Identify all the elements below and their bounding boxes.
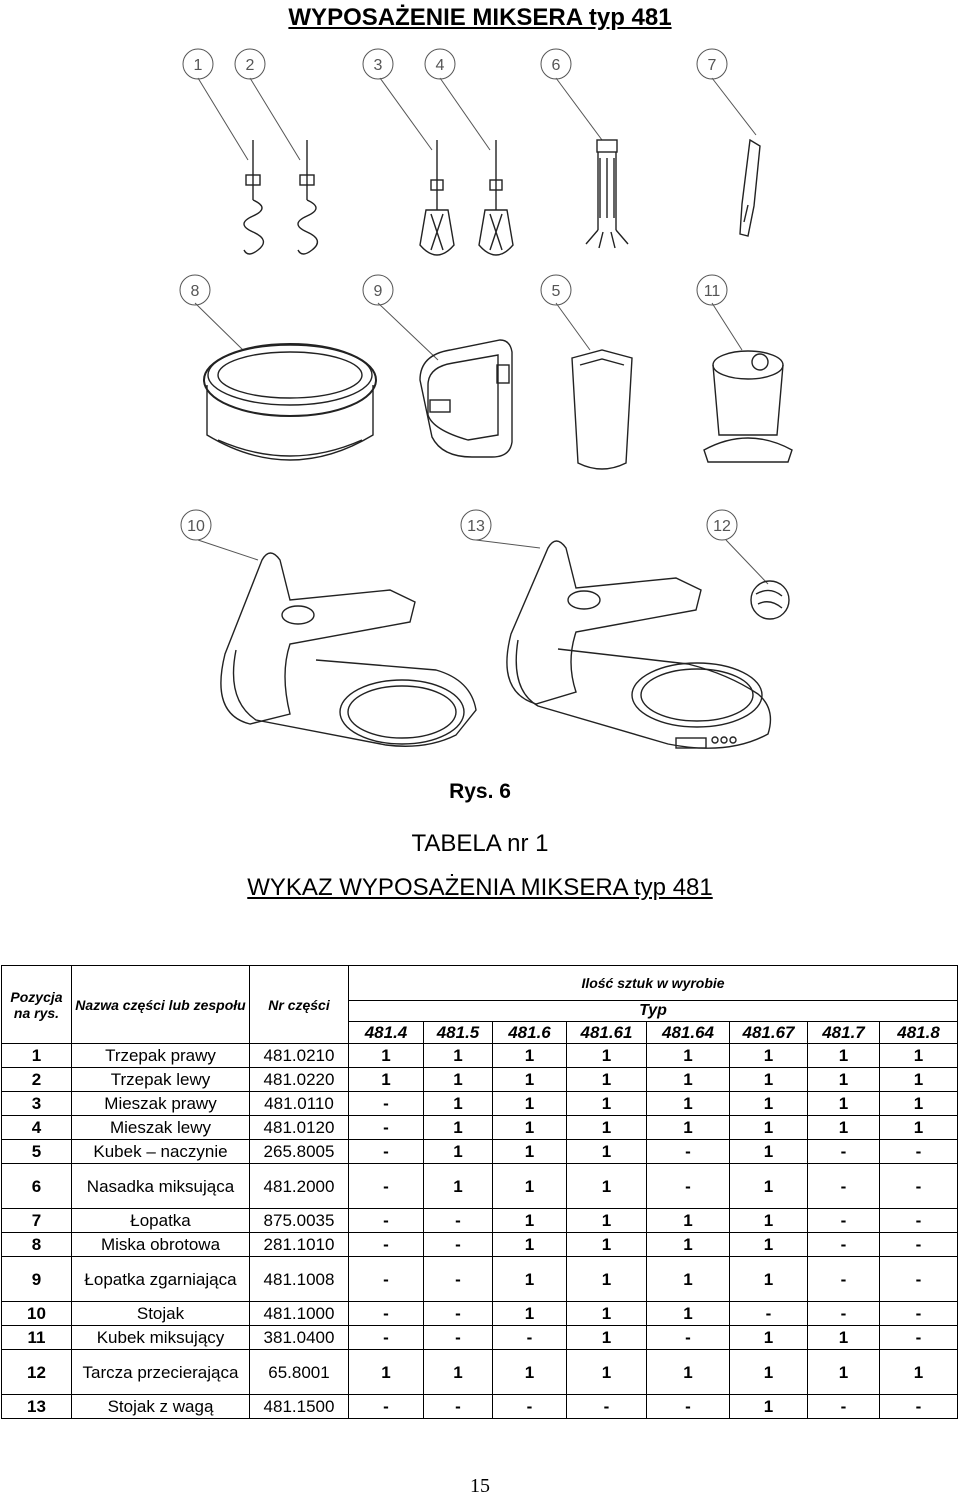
quantity-cell: 1 bbox=[567, 1140, 647, 1164]
quantity-cell: 1 bbox=[493, 1092, 567, 1116]
callout-label: 4 bbox=[435, 57, 445, 74]
dough-hook-right-icon bbox=[244, 140, 263, 254]
quantity-cell: 1 bbox=[424, 1350, 493, 1395]
table-row bbox=[2, 1350, 958, 1395]
table-row bbox=[2, 1302, 958, 1326]
quantity-cell: 1 bbox=[349, 1044, 424, 1068]
name-cell: Mieszak lewy bbox=[72, 1116, 250, 1140]
quantity-cell: - bbox=[647, 1326, 730, 1350]
quantity-cell: - bbox=[493, 1326, 567, 1350]
part-number-cell: 481.1000 bbox=[250, 1302, 349, 1326]
table-row bbox=[2, 1092, 958, 1116]
quantity-cell: 1 bbox=[424, 1116, 493, 1140]
beater-left-icon bbox=[479, 140, 513, 255]
quantity-cell: 1 bbox=[730, 1395, 808, 1419]
table-title: TABELA nr 1 bbox=[411, 830, 549, 857]
position-cell: 13 bbox=[2, 1395, 72, 1419]
table-subtitle: WYKAZ WYPOSAŻENIA MIKSERA typ 481 bbox=[247, 874, 713, 901]
name-cell: Kubek miksujący bbox=[72, 1326, 250, 1350]
position-cell: 8 bbox=[2, 1233, 72, 1257]
quantity-cell: 1 bbox=[880, 1044, 958, 1068]
quantity-cell: 1 bbox=[730, 1209, 808, 1233]
quantity-cell: 1 bbox=[493, 1350, 567, 1395]
quantity-cell: - bbox=[349, 1302, 424, 1326]
quantity-cell: - bbox=[349, 1116, 424, 1140]
quantity-cell: 1 bbox=[730, 1092, 808, 1116]
page-title: WYPOSAŻENIE MIKSERA typ 481 bbox=[288, 4, 672, 31]
quantity-cell: - bbox=[424, 1209, 493, 1233]
callout-label: 1 bbox=[193, 57, 203, 74]
blender-attachment-icon bbox=[586, 140, 628, 248]
quantity-cell: - bbox=[349, 1092, 424, 1116]
stand-icon bbox=[221, 553, 476, 746]
quantity-cell: 1 bbox=[647, 1257, 730, 1302]
position-cell: 11 bbox=[2, 1326, 72, 1350]
grating-disc-icon bbox=[751, 581, 789, 619]
quantity-cell: 1 bbox=[493, 1116, 567, 1140]
table-row bbox=[2, 1257, 958, 1302]
name-cell: Łopatka bbox=[72, 1209, 250, 1233]
header-type: Typ bbox=[349, 1001, 958, 1022]
quantity-cell: 1 bbox=[424, 1140, 493, 1164]
figure-caption: Rys. 6 bbox=[449, 780, 511, 803]
beater-right-icon bbox=[420, 140, 454, 255]
table-row bbox=[2, 1395, 958, 1419]
quantity-cell: 1 bbox=[647, 1044, 730, 1068]
quantity-cell: 1 bbox=[730, 1233, 808, 1257]
part-number-cell: 481.0210 bbox=[250, 1044, 349, 1068]
callout-label: 2 bbox=[245, 57, 255, 74]
quantity-cell: 1 bbox=[808, 1044, 880, 1068]
quantity-cell: - bbox=[880, 1257, 958, 1302]
quantity-cell: 1 bbox=[808, 1068, 880, 1092]
callout-group bbox=[180, 49, 737, 540]
quantity-cell: 1 bbox=[730, 1068, 808, 1092]
table-row bbox=[2, 1164, 958, 1209]
blender-jug-icon bbox=[704, 351, 792, 462]
quantity-cell: - bbox=[808, 1140, 880, 1164]
quantity-cell: 1 bbox=[730, 1116, 808, 1140]
position-cell: 3 bbox=[2, 1092, 72, 1116]
position-cell: 4 bbox=[2, 1116, 72, 1140]
quantity-cell: 1 bbox=[424, 1044, 493, 1068]
quantity-cell: - bbox=[567, 1395, 647, 1419]
quantity-cell: - bbox=[880, 1164, 958, 1209]
position-cell: 2 bbox=[2, 1068, 72, 1092]
quantity-cell: 1 bbox=[647, 1233, 730, 1257]
table-row bbox=[2, 1209, 958, 1233]
quantity-cell: - bbox=[349, 1164, 424, 1209]
quantity-cell: - bbox=[424, 1326, 493, 1350]
quantity-cell: - bbox=[880, 1326, 958, 1350]
quantity-cell: 1 bbox=[730, 1350, 808, 1395]
spatula-icon bbox=[740, 140, 760, 236]
quantity-cell: - bbox=[349, 1326, 424, 1350]
name-cell: Stojak bbox=[72, 1302, 250, 1326]
dough-hook-left-icon bbox=[298, 140, 317, 254]
quantity-cell: - bbox=[424, 1233, 493, 1257]
type-code-header: 481.4 bbox=[349, 1022, 424, 1044]
quantity-cell: 1 bbox=[880, 1092, 958, 1116]
quantity-cell: 1 bbox=[647, 1209, 730, 1233]
header-quantity: Ilość sztuk w wyrobie bbox=[349, 966, 958, 1001]
callout-label: 10 bbox=[187, 518, 205, 535]
cup-icon bbox=[572, 350, 632, 469]
quantity-cell: - bbox=[808, 1209, 880, 1233]
quantity-cell: - bbox=[808, 1302, 880, 1326]
callout-label: 3 bbox=[373, 57, 383, 74]
name-cell: Stojak z wagą bbox=[72, 1395, 250, 1419]
position-cell: 12 bbox=[2, 1350, 72, 1395]
quantity-cell: - bbox=[880, 1209, 958, 1233]
type-code-header: 481.7 bbox=[808, 1022, 880, 1044]
quantity-cell: 1 bbox=[567, 1116, 647, 1140]
position-cell: 1 bbox=[2, 1044, 72, 1068]
quantity-cell: - bbox=[349, 1209, 424, 1233]
quantity-cell: 1 bbox=[808, 1116, 880, 1140]
quantity-cell: 1 bbox=[424, 1164, 493, 1209]
quantity-cell: - bbox=[647, 1395, 730, 1419]
callout-label: 8 bbox=[190, 283, 200, 300]
position-cell: 10 bbox=[2, 1302, 72, 1326]
quantity-cell: 1 bbox=[567, 1350, 647, 1395]
quantity-cell: 1 bbox=[567, 1326, 647, 1350]
quantity-cell: 1 bbox=[567, 1209, 647, 1233]
quantity-cell: - bbox=[730, 1302, 808, 1326]
table-row bbox=[2, 1326, 958, 1350]
part-number-cell: 481.0110 bbox=[250, 1092, 349, 1116]
quantity-cell: - bbox=[880, 1395, 958, 1419]
quantity-cell: 1 bbox=[647, 1350, 730, 1395]
quantity-cell: 1 bbox=[730, 1326, 808, 1350]
callout-label: 12 bbox=[713, 518, 731, 535]
part-number-cell: 381.0400 bbox=[250, 1326, 349, 1350]
quantity-cell: 1 bbox=[730, 1257, 808, 1302]
callout-label: 9 bbox=[373, 283, 383, 300]
part-number-cell: 481.0120 bbox=[250, 1116, 349, 1140]
name-cell: Mieszak prawy bbox=[72, 1092, 250, 1116]
quantity-cell: 1 bbox=[880, 1350, 958, 1395]
quantity-cell: 1 bbox=[567, 1092, 647, 1116]
type-code-header: 481.5 bbox=[424, 1022, 493, 1044]
quantity-cell: - bbox=[647, 1140, 730, 1164]
quantity-cell: 1 bbox=[349, 1068, 424, 1092]
quantity-cell: 1 bbox=[493, 1140, 567, 1164]
quantity-cell: 1 bbox=[493, 1302, 567, 1326]
quantity-cell: 1 bbox=[493, 1068, 567, 1092]
quantity-cell: - bbox=[349, 1233, 424, 1257]
part-number-cell: 65.8001 bbox=[250, 1350, 349, 1395]
quantity-cell: - bbox=[493, 1395, 567, 1419]
quantity-cell: 1 bbox=[808, 1350, 880, 1395]
quantity-cell: 1 bbox=[647, 1302, 730, 1326]
type-code-header: 481.6 bbox=[493, 1022, 567, 1044]
quantity-cell: - bbox=[647, 1164, 730, 1209]
type-code-header: 481.61 bbox=[567, 1022, 647, 1044]
quantity-cell: 1 bbox=[493, 1044, 567, 1068]
callout-label: 5 bbox=[551, 283, 561, 300]
page-number: 15 bbox=[470, 1475, 490, 1497]
part-number-cell: 481.2000 bbox=[250, 1164, 349, 1209]
quantity-cell: 1 bbox=[424, 1068, 493, 1092]
position-cell: 7 bbox=[2, 1209, 72, 1233]
header-position: Pozycja na rys. bbox=[2, 966, 72, 1044]
quantity-cell: 1 bbox=[730, 1164, 808, 1209]
header-name: Nazwa części lub zespołu bbox=[72, 966, 250, 1044]
quantity-cell: 1 bbox=[567, 1302, 647, 1326]
table-row bbox=[2, 1068, 958, 1092]
leader-lines bbox=[195, 78, 768, 584]
name-cell: Nasadka miksująca bbox=[72, 1164, 250, 1209]
quantity-cell: 1 bbox=[567, 1257, 647, 1302]
quantity-cell: - bbox=[808, 1395, 880, 1419]
part-number-cell: 481.0220 bbox=[250, 1068, 349, 1092]
position-cell: 5 bbox=[2, 1140, 72, 1164]
name-cell: Łopatka zgarniająca bbox=[72, 1257, 250, 1302]
equipment-table bbox=[1, 965, 958, 1419]
part-number-cell: 875.0035 bbox=[250, 1209, 349, 1233]
quantity-cell: - bbox=[880, 1140, 958, 1164]
position-cell: 6 bbox=[2, 1164, 72, 1209]
quantity-cell: - bbox=[808, 1233, 880, 1257]
name-cell: Trzepak prawy bbox=[72, 1044, 250, 1068]
name-cell: Kubek – naczynie bbox=[72, 1140, 250, 1164]
part-number-cell: 281.1010 bbox=[250, 1233, 349, 1257]
type-code-header: 481.67 bbox=[730, 1022, 808, 1044]
accessories-drawing bbox=[0, 40, 960, 780]
quantity-cell: 1 bbox=[567, 1044, 647, 1068]
type-code-header: 481.64 bbox=[647, 1022, 730, 1044]
name-cell: Trzepak lewy bbox=[72, 1068, 250, 1092]
quantity-cell: - bbox=[349, 1395, 424, 1419]
type-code-header: 481.8 bbox=[880, 1022, 958, 1044]
table-row bbox=[2, 1044, 958, 1068]
quantity-cell: 1 bbox=[493, 1209, 567, 1233]
quantity-cell: 1 bbox=[493, 1164, 567, 1209]
callout-label: 13 bbox=[467, 518, 485, 535]
position-cell: 9 bbox=[2, 1257, 72, 1302]
quantity-cell: 1 bbox=[349, 1350, 424, 1395]
part-number-cell: 481.1500 bbox=[250, 1395, 349, 1419]
table-row bbox=[2, 1140, 958, 1164]
quantity-cell: 1 bbox=[493, 1257, 567, 1302]
quantity-cell: 1 bbox=[808, 1326, 880, 1350]
quantity-cell: 1 bbox=[567, 1068, 647, 1092]
quantity-cell: 1 bbox=[647, 1092, 730, 1116]
quantity-cell: 1 bbox=[647, 1068, 730, 1092]
quantity-cell: 1 bbox=[647, 1116, 730, 1140]
quantity-cell: - bbox=[424, 1302, 493, 1326]
callout-label: 7 bbox=[707, 57, 717, 74]
quantity-cell: - bbox=[880, 1233, 958, 1257]
quantity-cell: 1 bbox=[424, 1092, 493, 1116]
part-number-cell: 265.8005 bbox=[250, 1140, 349, 1164]
quantity-cell: - bbox=[349, 1257, 424, 1302]
quantity-cell: 1 bbox=[493, 1233, 567, 1257]
name-cell: Miska obrotowa bbox=[72, 1233, 250, 1257]
quantity-cell: 1 bbox=[730, 1140, 808, 1164]
quantity-cell: - bbox=[349, 1140, 424, 1164]
quantity-cell: - bbox=[880, 1302, 958, 1326]
bowl-holder-icon bbox=[420, 340, 512, 457]
quantity-cell: 1 bbox=[567, 1164, 647, 1209]
quantity-cell: - bbox=[424, 1257, 493, 1302]
name-cell: Tarcza przecierająca bbox=[72, 1350, 250, 1395]
table-row bbox=[2, 1233, 958, 1257]
quantity-cell: - bbox=[424, 1395, 493, 1419]
callout-label: 11 bbox=[703, 283, 721, 300]
callout-label: 6 bbox=[551, 57, 561, 74]
quantity-cell: - bbox=[808, 1164, 880, 1209]
quantity-cell: - bbox=[808, 1257, 880, 1302]
mixing-bowl-icon bbox=[204, 344, 376, 460]
stand-with-scale-icon bbox=[507, 541, 771, 748]
quantity-cell: 1 bbox=[730, 1044, 808, 1068]
part-number-cell: 481.1008 bbox=[250, 1257, 349, 1302]
header-part-number: Nr części bbox=[250, 966, 349, 1044]
quantity-cell: 1 bbox=[880, 1068, 958, 1092]
quantity-cell: 1 bbox=[808, 1092, 880, 1116]
quantity-cell: 1 bbox=[880, 1116, 958, 1140]
quantity-cell: 1 bbox=[567, 1233, 647, 1257]
table-row bbox=[2, 1116, 958, 1140]
